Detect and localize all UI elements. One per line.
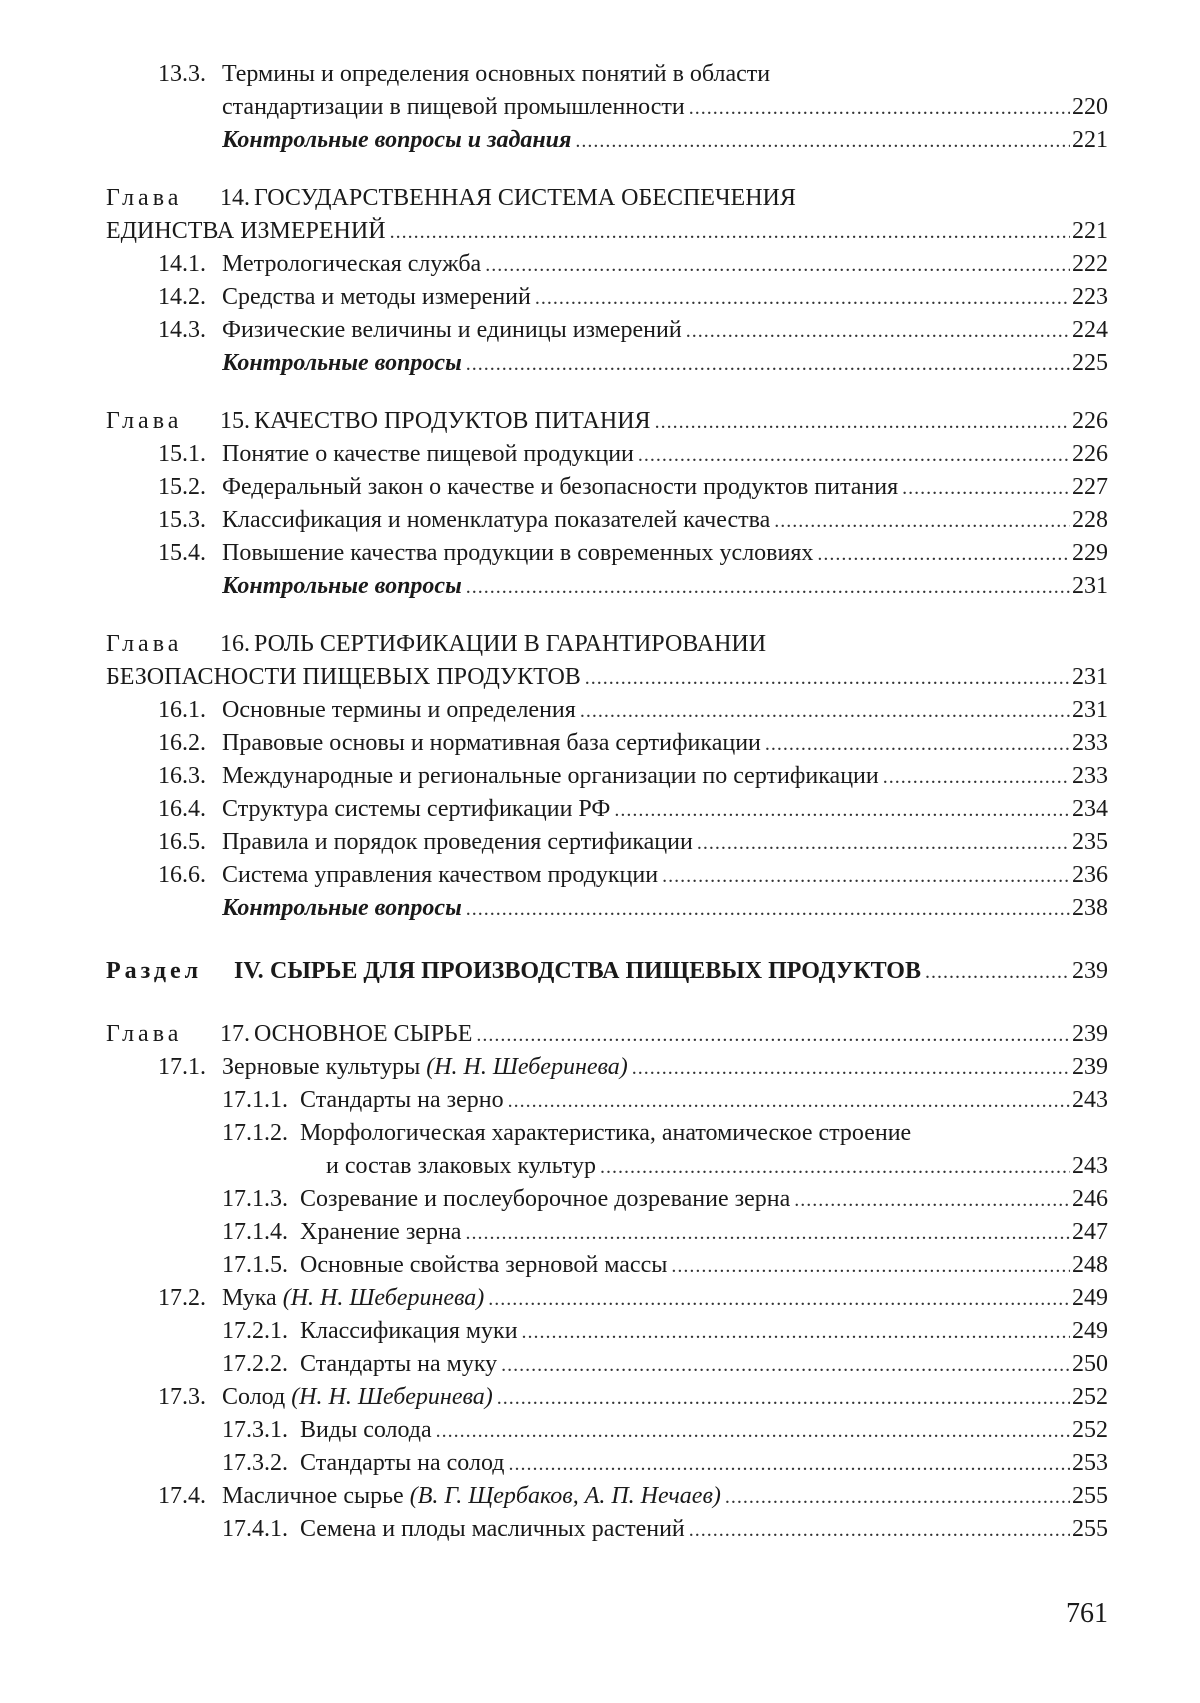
- entry-page: 235: [1072, 826, 1108, 859]
- entry-title-cont: стандартизации в пищевой промышленности: [222, 91, 685, 124]
- dot-leader: [436, 1415, 1070, 1448]
- toc-entry-review-14: [0, 347, 1200, 380]
- dot-leader: [638, 439, 1070, 472]
- dot-leader: [585, 662, 1070, 695]
- entry-page: 221: [1072, 124, 1108, 157]
- entry-page: 226: [1072, 405, 1108, 438]
- entry-title: Средства и методы измерений: [222, 281, 531, 314]
- table-of-contents: [0, 58, 1200, 1546]
- dot-leader: [600, 1151, 1070, 1184]
- chapter-title: ГОСУДАРСТВЕННАЯ СИСТЕМА ОБЕСПЕЧЕНИЯ: [254, 182, 796, 215]
- toc-entry-17-3-1: [0, 1414, 1200, 1447]
- dot-leader: [614, 794, 1070, 827]
- dot-leader: [390, 216, 1070, 249]
- entry-title: Созревание и послеуборочное дозревание зерна: [300, 1183, 790, 1216]
- entry-number: 15.4.: [158, 537, 206, 570]
- entry-page: 249: [1072, 1282, 1108, 1315]
- entry-page: 231: [1072, 661, 1108, 694]
- entry-page: 252: [1072, 1381, 1108, 1414]
- entry-page: 231: [1072, 570, 1108, 603]
- toc-entry-17-4: [0, 1480, 1200, 1513]
- toc-chapter-16: [0, 628, 1200, 661]
- entry-page: 253: [1072, 1447, 1108, 1480]
- dot-leader: [925, 956, 1070, 989]
- entry-title: Классификация муки: [300, 1315, 518, 1348]
- chapter-title-cont: ЕДИНСТВА ИЗМЕРЕНИЙ: [106, 215, 386, 248]
- entry-title: Международные и региональные организации по сертификации: [222, 760, 879, 793]
- dot-leader: [575, 125, 1070, 158]
- toc-entry-17-3: [0, 1381, 1200, 1414]
- entry-page: 252: [1072, 1414, 1108, 1447]
- toc-entry-17-1-4: [0, 1216, 1200, 1249]
- chapter-title: РОЛЬ СЕРТИФИКАЦИИ В ГАРАНТИРОВАНИИ: [254, 628, 766, 661]
- entry-title: Метрологическая служба: [222, 248, 481, 281]
- entry-title: Термины и определения основных понятий в области: [222, 58, 770, 91]
- toc-entry-13-3: [0, 58, 1200, 91]
- dot-leader: [466, 893, 1070, 926]
- entry-page: 250: [1072, 1348, 1108, 1381]
- entry-title-cont: и состав злаковых культур: [326, 1150, 596, 1183]
- toc-entry-15-3: [0, 504, 1200, 537]
- entry-number: 15.1.: [158, 438, 206, 471]
- entry-page: 222: [1072, 248, 1108, 281]
- entry-title: Контрольные вопросы: [222, 347, 462, 380]
- entry-page: 225: [1072, 347, 1108, 380]
- dot-leader: [580, 695, 1070, 728]
- chapter-prefix: Глава: [106, 628, 182, 661]
- dot-leader: [522, 1316, 1070, 1349]
- toc-entry-15-2: [0, 471, 1200, 504]
- dot-leader: [632, 1052, 1070, 1085]
- entry-title: Правовые основы и нормативная база сертификации: [222, 727, 761, 760]
- entry-page: 223: [1072, 281, 1108, 314]
- entry-number: 17.3.1.: [222, 1414, 288, 1447]
- entry-number: 16.3.: [158, 760, 206, 793]
- entry-page: 248: [1072, 1249, 1108, 1282]
- toc-entry-16-6: [0, 859, 1200, 892]
- dot-leader: [689, 1514, 1070, 1547]
- entry-number: 17.3.2.: [222, 1447, 288, 1480]
- toc-entry-17-2-1: [0, 1315, 1200, 1348]
- entry-page: 239: [1072, 955, 1108, 988]
- toc-entry-17-1: [0, 1051, 1200, 1084]
- toc-chapter-14-cont: [0, 215, 1200, 248]
- entry-number: 16.6.: [158, 859, 206, 892]
- entry-title: Солод: [222, 1384, 285, 1410]
- entry-page: 228: [1072, 504, 1108, 537]
- toc-entry-13-3-cont: [0, 91, 1200, 124]
- entry-number: 15.3.: [158, 504, 206, 537]
- chapter-number: 16.: [220, 628, 250, 661]
- toc-entry-17-1-1: [0, 1084, 1200, 1117]
- toc-entry-review-16: [0, 892, 1200, 925]
- entry-author: (В. Г. Щербаков, А. П. Нечаев): [410, 1483, 721, 1509]
- toc-entry-17-3-2: [0, 1447, 1200, 1480]
- toc-entry-17-2: [0, 1282, 1200, 1315]
- entry-page: 236: [1072, 859, 1108, 892]
- entry-page: 221: [1072, 215, 1108, 248]
- entry-page: 239: [1072, 1018, 1108, 1051]
- entry-page: 224: [1072, 314, 1108, 347]
- toc-chapter-16-cont: [0, 661, 1200, 694]
- entry-page: 233: [1072, 727, 1108, 760]
- entry-page: 239: [1072, 1051, 1108, 1084]
- entry-number: 16.1.: [158, 694, 206, 727]
- entry-page: 234: [1072, 793, 1108, 826]
- dot-leader: [508, 1448, 1070, 1481]
- chapter-prefix: Глава: [106, 1018, 182, 1051]
- toc-chapter-17: [0, 1018, 1200, 1051]
- toc-entry-17-1-3: [0, 1183, 1200, 1216]
- entry-number: 17.1.3.: [222, 1183, 288, 1216]
- entry-number: 16.5.: [158, 826, 206, 859]
- entry-number: 14.3.: [158, 314, 206, 347]
- part-number: IV.: [234, 955, 264, 988]
- dot-leader: [535, 282, 1070, 315]
- entry-number: 17.2.1.: [222, 1315, 288, 1348]
- toc-entry-17-1-2-cont: [0, 1150, 1200, 1183]
- entry-page: 227: [1072, 471, 1108, 504]
- entry-title: Масличное сырье: [222, 1483, 404, 1509]
- entry-title: Основные свойства зерновой массы: [300, 1249, 667, 1282]
- entry-number: 14.2.: [158, 281, 206, 314]
- entry-title: Понятие о качестве пищевой продукции: [222, 438, 634, 471]
- dot-leader: [485, 249, 1070, 282]
- entry-page: 246: [1072, 1183, 1108, 1216]
- dot-leader: [465, 1217, 1070, 1250]
- entry-page: 220: [1072, 91, 1108, 124]
- toc-entry-17-1-5: [0, 1249, 1200, 1282]
- entry-title: Стандарты на муку: [300, 1348, 497, 1381]
- entry-number: 13.3.: [158, 58, 206, 91]
- dot-leader: [689, 92, 1070, 125]
- entry-title: Правила и порядок проведения сертификации: [222, 826, 693, 859]
- toc-entry-16-3: [0, 760, 1200, 793]
- entry-title: Мука: [222, 1285, 277, 1311]
- dot-leader: [662, 860, 1070, 893]
- entry-page: 238: [1072, 892, 1108, 925]
- entry-title: Контрольные вопросы и задания: [222, 124, 571, 157]
- entry-number: 14.1.: [158, 248, 206, 281]
- toc-entry-14-2: [0, 281, 1200, 314]
- entry-page: 226: [1072, 438, 1108, 471]
- entry-author: (Н. Н. Шеберинева): [291, 1384, 493, 1410]
- dot-leader: [817, 538, 1070, 571]
- entry-title: Семена и плоды масличных растений: [300, 1513, 685, 1546]
- part-prefix: Раздел: [106, 955, 202, 988]
- chapter-number: 17.: [220, 1018, 250, 1051]
- entry-title: Хранение зерна: [300, 1216, 461, 1249]
- dot-leader: [883, 761, 1070, 794]
- entry-title: Виды солода: [300, 1414, 432, 1447]
- dot-leader: [774, 505, 1070, 538]
- chapter-title-cont: БЕЗОПАСНОСТИ ПИЩЕВЫХ ПРОДУКТОВ: [106, 661, 581, 694]
- entry-title: Федеральный закон о качестве и безопасности продуктов питания: [222, 471, 898, 504]
- entry-page: 255: [1072, 1513, 1108, 1546]
- entry-number: 17.1.2.: [222, 1117, 288, 1150]
- entry-page: 249: [1072, 1315, 1108, 1348]
- entry-title: Контрольные вопросы: [222, 570, 462, 603]
- toc-part-4: [0, 955, 1200, 988]
- entry-number: 17.4.1.: [222, 1513, 288, 1546]
- toc-entry-17-2-2: [0, 1348, 1200, 1381]
- toc-entry-17-1-2: [0, 1117, 1200, 1150]
- entry-number: 17.4.: [158, 1480, 206, 1513]
- dot-leader: [725, 1481, 1070, 1514]
- entry-number: 17.1.5.: [222, 1249, 288, 1282]
- dot-leader: [488, 1283, 1070, 1316]
- chapter-prefix: Глава: [106, 182, 182, 215]
- dot-leader: [697, 827, 1070, 860]
- toc-chapter-15: [0, 405, 1200, 438]
- dot-leader: [466, 348, 1070, 381]
- entry-title: Морфологическая характеристика, анатомическое строение: [300, 1117, 911, 1150]
- chapter-number: 15.: [220, 405, 250, 438]
- entry-title: Стандарты на солод: [300, 1447, 504, 1480]
- chapter-number: 14.: [220, 182, 250, 215]
- entry-number: 17.1.4.: [222, 1216, 288, 1249]
- dot-leader: [765, 728, 1070, 761]
- entry-number: 15.2.: [158, 471, 206, 504]
- entry-title: Система управления качеством продукции: [222, 859, 658, 892]
- toc-entry-17-4-1: [0, 1513, 1200, 1546]
- toc-entry-16-4: [0, 793, 1200, 826]
- entry-number: 17.3.: [158, 1381, 206, 1414]
- toc-entry-16-1: [0, 694, 1200, 727]
- entry-page: 243: [1072, 1084, 1108, 1117]
- entry-page: 229: [1072, 537, 1108, 570]
- entry-title: Основные термины и определения: [222, 694, 576, 727]
- entry-number: 17.2.: [158, 1282, 206, 1315]
- toc-entry-15-4: [0, 537, 1200, 570]
- entry-title: Зерновые культуры: [222, 1054, 420, 1080]
- entry-page: 233: [1072, 760, 1108, 793]
- toc-entry-16-5: [0, 826, 1200, 859]
- page-number: 761: [1066, 1598, 1108, 1630]
- dot-leader: [655, 406, 1070, 439]
- dot-leader: [902, 472, 1070, 505]
- entry-title: Классификация и номенклатура показателей качества: [222, 504, 770, 537]
- entry-title: Повышение качества продукции в современных условиях: [222, 537, 813, 570]
- dot-leader: [476, 1019, 1070, 1052]
- dot-leader: [686, 315, 1070, 348]
- entry-page: 247: [1072, 1216, 1108, 1249]
- entry-title: Структура системы сертификации РФ: [222, 793, 610, 826]
- chapter-title: ОСНОВНОЕ СЫРЬЕ: [254, 1018, 472, 1051]
- chapter-title: КАЧЕСТВО ПРОДУКТОВ ПИТАНИЯ: [254, 405, 651, 438]
- entry-number: 17.1.1.: [222, 1084, 288, 1117]
- entry-number: 17.1.: [158, 1051, 206, 1084]
- entry-title: Контрольные вопросы: [222, 892, 462, 925]
- entry-number: 17.2.2.: [222, 1348, 288, 1381]
- toc-chapter-14: [0, 182, 1200, 215]
- dot-leader: [501, 1349, 1070, 1382]
- toc-entry-review-13: [0, 124, 1200, 157]
- dot-leader: [671, 1250, 1070, 1283]
- entry-number: 16.4.: [158, 793, 206, 826]
- entry-author: (Н. Н. Шеберинева): [426, 1054, 628, 1080]
- toc-entry-16-2: [0, 727, 1200, 760]
- entry-page: 255: [1072, 1480, 1108, 1513]
- chapter-prefix: Глава: [106, 405, 182, 438]
- entry-author: (Н. Н. Шеберинева): [283, 1285, 485, 1311]
- dot-leader: [497, 1382, 1070, 1415]
- toc-entry-14-1: [0, 248, 1200, 281]
- dot-leader: [508, 1085, 1070, 1118]
- dot-leader: [466, 571, 1070, 604]
- toc-entry-14-3: [0, 314, 1200, 347]
- entry-page: 243: [1072, 1150, 1108, 1183]
- toc-entry-15-1: [0, 438, 1200, 471]
- entry-page: 231: [1072, 694, 1108, 727]
- entry-title: Стандарты на зерно: [300, 1084, 504, 1117]
- part-title: СЫРЬЕ ДЛЯ ПРОИЗВОДСТВА ПИЩЕВЫХ ПРОДУКТОВ: [270, 955, 921, 988]
- entry-title: Физические величины и единицы измерений: [222, 314, 682, 347]
- entry-number: 16.2.: [158, 727, 206, 760]
- toc-entry-review-15: [0, 570, 1200, 603]
- dot-leader: [794, 1184, 1070, 1217]
